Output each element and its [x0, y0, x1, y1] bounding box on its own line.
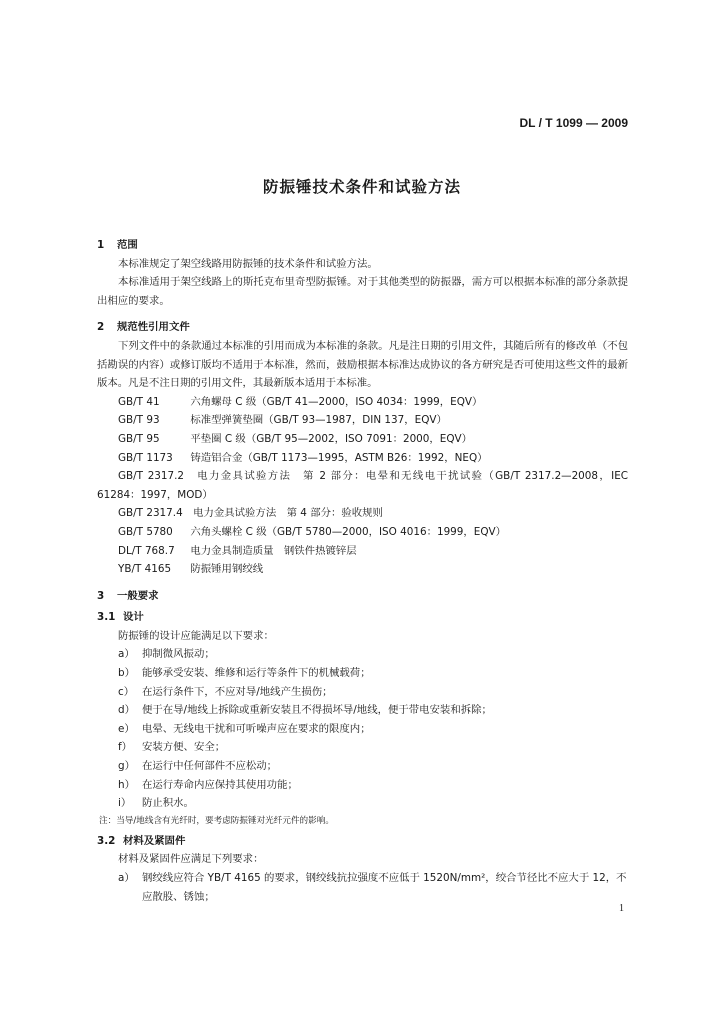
list-text: 在运行中任何部件不应松动；	[142, 760, 278, 773]
list-label: g）	[118, 760, 135, 773]
list-label: a）	[118, 648, 135, 661]
list-item	[97, 794, 628, 813]
list-label: i）	[118, 797, 132, 810]
list-text: 钢绞线应符合 YB/T 4165 的要求，钢绞线抗拉强度不应低于 1520N/mm²，绞合节径比不应大于 12，不应散股、锈蚀；	[142, 872, 627, 903]
section-heading-normative-references	[97, 318, 628, 337]
subsection-heading-materials-fasteners	[97, 832, 628, 851]
list-text: 在运行条件下，不应对导/地线产生损伤；	[142, 685, 333, 698]
reference-text: 平垫圈 C 级（GB/T 95—2002，ISO 7091：2000，EQV）	[190, 432, 473, 445]
list-text: 防止积水。	[142, 797, 194, 810]
section-heading-scope	[97, 236, 628, 255]
subsection-number: 3.1	[97, 611, 116, 624]
reference-code: GB/T 2317.2	[118, 470, 185, 483]
reference-code: GB/T 93	[118, 414, 160, 427]
reference-code: YB/T 4165	[118, 563, 172, 576]
reference-code: GB/T 95	[118, 432, 160, 445]
list-label: f）	[118, 741, 133, 754]
document-title: 防振锤技术条件和试验方法	[262, 178, 461, 196]
paragraph: 材料及紧固件应满足下列要求：	[118, 853, 264, 866]
standard-code-header: DL / T 1099 — 2009	[519, 116, 628, 130]
reference-text: 电力金具试验方法 第 4 部分：验收规则	[193, 507, 383, 520]
reference-item	[97, 449, 628, 468]
list-label: c）	[118, 685, 135, 698]
section-heading-general-requirements	[97, 587, 628, 606]
section-number: 1	[97, 239, 105, 251]
note: 注：当导/地线含有光纤时，要考虑防振锤对光纤元件的影响。	[99, 815, 334, 826]
list-item	[97, 645, 628, 664]
reference-text: 电力金具试验方法 第 2 部分：电晕和无线电干扰试验（GB/T 2317.2—2008，IEC 61284：1997，MOD）	[97, 470, 629, 501]
list-text: 便于在导/地线上拆除或重新安装且不得损坏导/地线，便于带电安装和拆除；	[142, 704, 492, 717]
reference-item	[97, 430, 628, 449]
reference-text: 六角头螺栓 C 级（GB/T 5780—2000，ISO 4016：1999，EQV）	[190, 525, 507, 538]
list-text: 抑制微风振动；	[142, 648, 215, 661]
reference-text: 标准型弹簧垫圈（GB/T 93—1987，DIN 137，EQV）	[190, 414, 447, 427]
paragraph: 防振锤的设计应能满足以下要求：	[118, 629, 274, 642]
list-item	[97, 701, 628, 720]
page-number: 1	[619, 903, 624, 914]
reference-item	[97, 523, 628, 542]
reference-item	[97, 467, 628, 504]
list-item	[97, 738, 628, 757]
list-item	[97, 664, 628, 683]
reference-item	[97, 504, 628, 523]
section-number: 2	[97, 321, 105, 334]
list-label: b）	[118, 667, 135, 680]
paragraph: 本标准规定了架空线路用防振锤的技术条件和试验方法。	[118, 257, 378, 270]
reference-code: DL/T 768.7	[118, 544, 175, 557]
list-label: a）	[118, 872, 135, 884]
list-item	[97, 869, 628, 906]
paragraph: 下列文件中的条款通过本标准的引用而成为本标准的条款。凡是注日期的引用文件，其随后所有的修改单（不包括勘误的内容）或修订版均不适用于本标准，然而，鼓励根据本标准达成协议的各方研究是否可使用这些文件的最新版本。凡是不注日期的引用文件，其最新版本适用于本标准。	[97, 339, 628, 390]
document-body	[97, 236, 628, 906]
list-text: 安装方便、安全；	[142, 741, 226, 754]
section-title: 规范性引用文件	[117, 321, 190, 334]
reference-item	[97, 393, 628, 412]
section-title: 一般要求	[117, 589, 159, 602]
list-item	[97, 757, 628, 776]
list-text: 能够承受安装、维修和运行等条件下的机械载荷；	[142, 667, 371, 680]
section-number: 3	[97, 589, 105, 602]
list-label: h）	[118, 778, 135, 791]
reference-text: 六角螺母 C 级（GB/T 41—2000，ISO 4034：1999，EQV）	[190, 395, 483, 408]
list-item	[97, 683, 628, 702]
list-label: e）	[118, 722, 135, 735]
reference-code: GB/T 2317.4	[118, 507, 183, 520]
list-text: 电晕、无线电干扰和可听噪声应在要求的限度内；	[142, 722, 371, 735]
subsection-number: 3.2	[97, 834, 116, 847]
list-item	[97, 776, 628, 795]
subsection-title: 设计	[123, 611, 144, 624]
section-title: 范围	[117, 239, 138, 251]
subsection-heading-design	[97, 608, 628, 627]
list-label: d）	[118, 704, 135, 717]
subsection-title: 材料及紧固件	[123, 834, 186, 847]
reference-item	[97, 542, 628, 561]
reference-item	[97, 411, 628, 430]
reference-code: GB/T 41	[118, 395, 160, 408]
reference-code: GB/T 5780	[118, 525, 173, 538]
paragraph: 本标准适用于架空线路上的斯托克布里奇型防振锤。对于其他类型的防振器，需方可以根据本标准的部分条款提出相应的要求。	[97, 276, 628, 307]
reference-text: 电力金具制造质量 钢铁件热镀锌层	[190, 544, 357, 557]
reference-text: 铸造铝合金（GB/T 1173—1995，ASTM B26：1992，NEQ）	[190, 451, 488, 464]
reference-text: 防振锤用钢绞线	[190, 563, 264, 576]
list-text: 在运行寿命内应保持其使用功能；	[142, 778, 298, 791]
list-item	[97, 720, 628, 739]
reference-code: GB/T 1173	[118, 451, 173, 464]
reference-item	[97, 560, 628, 579]
